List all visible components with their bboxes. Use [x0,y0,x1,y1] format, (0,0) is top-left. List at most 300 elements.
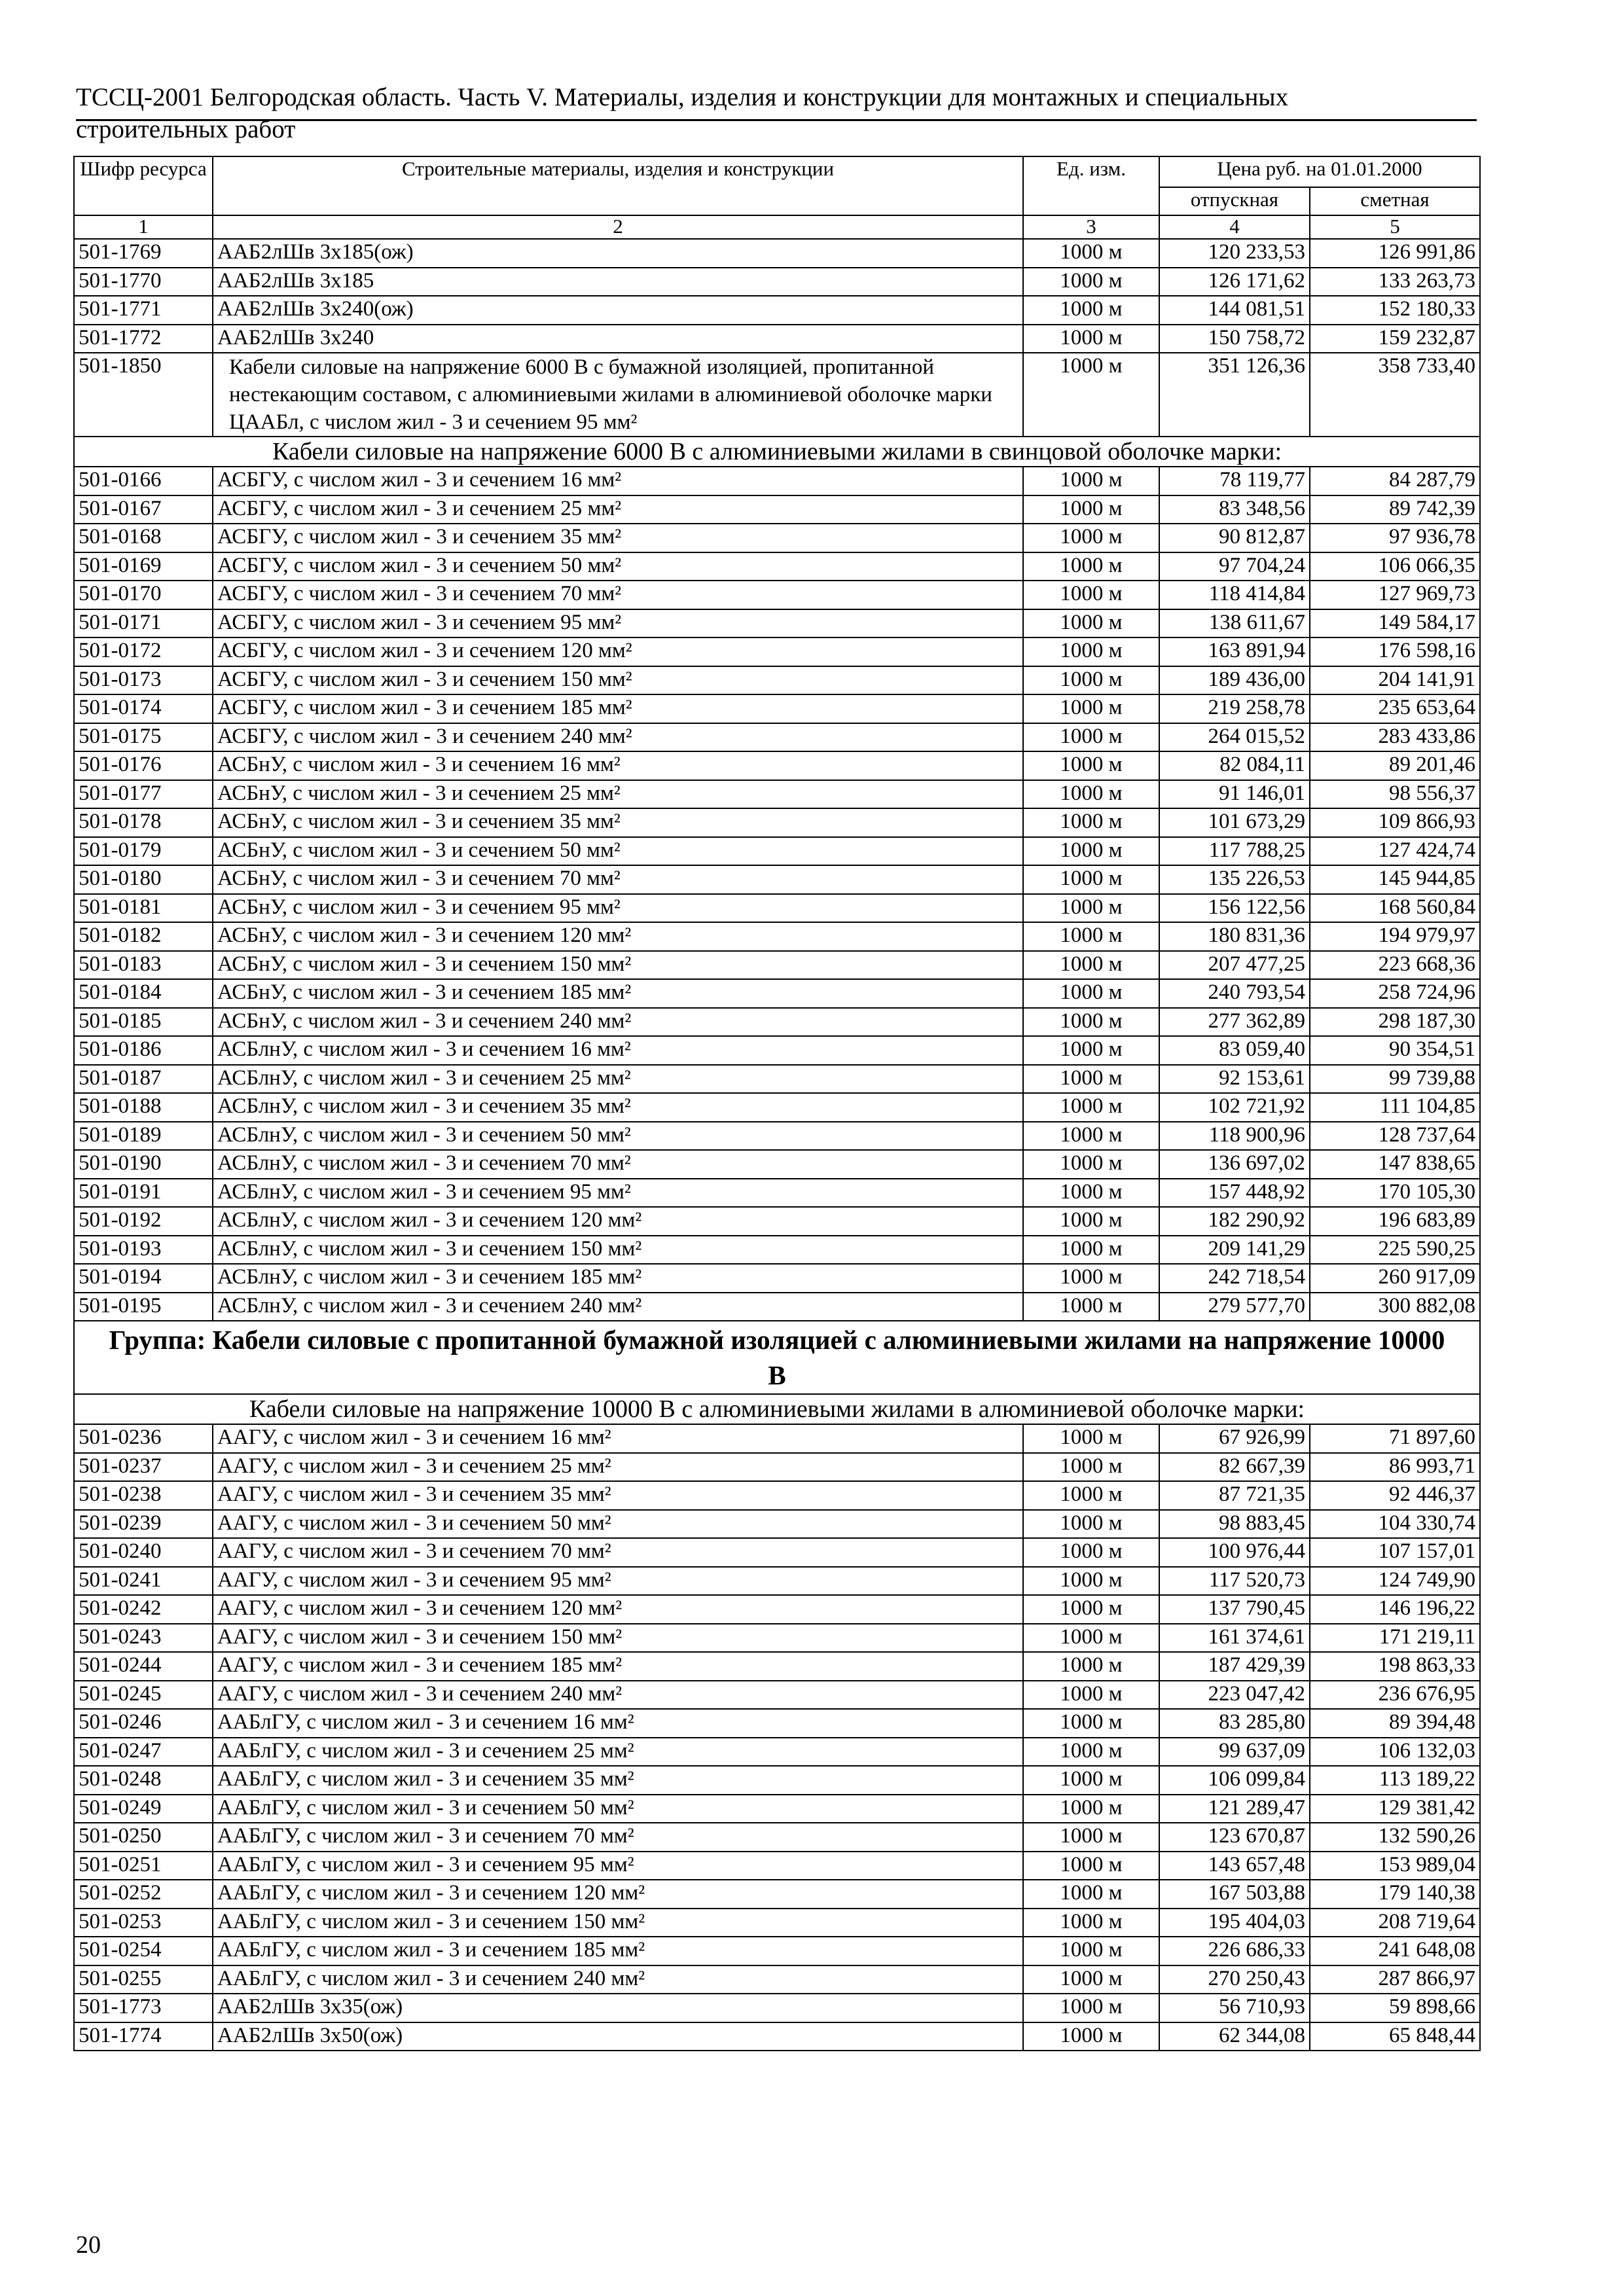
table-row [74,353,1480,437]
resource-code: 501-1771 [74,296,213,325]
table-row [74,1709,1480,1738]
release-price: 143 657,48 [1159,1852,1310,1880]
unit: 1000 м [1023,865,1159,894]
resource-code: 501-0241 [74,1567,213,1596]
estimate-price: 145 944,85 [1310,865,1480,894]
unit: 1000 м [1023,1823,1159,1852]
resource-name: ААГУ, с числом жил - 3 и сечением 240 мм² [213,1681,1023,1710]
estimate-price: 89 742,39 [1310,495,1480,524]
table-row [74,1595,1480,1624]
resource-name: ААБлГУ, с числом жил - 3 и сечением 25 мм² [213,1738,1023,1767]
unit: 1000 м [1023,951,1159,980]
unit: 1000 м [1023,694,1159,723]
release-price: 118 900,96 [1159,1122,1310,1151]
unit: 1000 м [1023,780,1159,809]
unit: 1000 м [1023,1424,1159,1453]
estimate-price: 65 848,44 [1310,2022,1480,2051]
unit: 1000 м [1023,1093,1159,1122]
estimate-price: 300 882,08 [1310,1293,1480,1321]
resource-code: 501-0181 [74,894,213,923]
estimate-price: 106 132,03 [1310,1738,1480,1767]
table-row [74,1538,1480,1567]
header-line-1: ТССЦ-2001 Белгородская область. Часть V. Материалы, изделия и конструкции для монтажных и специальных [76,83,1289,111]
release-price: 187 429,39 [1159,1652,1310,1681]
table-row [74,1994,1480,2022]
column-numbers-row [74,215,1480,239]
table-row [74,1965,1480,1994]
resource-name: АСБнУ, с числом жил - 3 и сечением 120 мм² [213,922,1023,951]
resource-name: ААГУ, с числом жил - 3 и сечением 16 мм² [213,1424,1023,1453]
estimate-price: 59 898,66 [1310,1994,1480,2022]
resource-code: 501-0183 [74,951,213,980]
release-price: 242 718,54 [1159,1264,1310,1293]
resource-code: 501-0255 [74,1965,213,1994]
resource-name: ААБлГУ, с числом жил - 3 и сечением 50 мм² [213,1795,1023,1823]
resource-name: АСБГУ, с числом жил - 3 и сечением 25 мм² [213,495,1023,524]
unit: 1000 м [1023,1994,1159,2022]
table-row [74,524,1480,552]
table-row [74,1567,1480,1596]
estimate-price: 198 863,33 [1310,1652,1480,1681]
table-row [74,1264,1480,1293]
column-number: 5 [1310,215,1480,239]
resource-code: 501-0195 [74,1293,213,1321]
table-row [74,1823,1480,1852]
table-row [74,1795,1480,1823]
release-price: 83 285,80 [1159,1709,1310,1738]
header-release: отпускная [1159,187,1310,215]
table-row [74,268,1480,296]
resource-code: 501-1773 [74,1994,213,2022]
release-price: 106 099,84 [1159,1766,1310,1795]
estimate-price: 111 104,85 [1310,1093,1480,1122]
resource-code: 501-0185 [74,1008,213,1037]
table-row [74,922,1480,951]
estimate-price: 153 989,04 [1310,1852,1480,1880]
resource-code: 501-0170 [74,581,213,609]
table-row [74,780,1480,809]
resource-code: 501-0248 [74,1766,213,1795]
release-price: 97 704,24 [1159,552,1310,581]
table-row [74,1624,1480,1653]
unit: 1000 м [1023,1766,1159,1795]
resource-name: ААГУ, с числом жил - 3 и сечением 70 мм² [213,1538,1023,1567]
table-row [74,1122,1480,1151]
estimate-price: 99 739,88 [1310,1065,1480,1094]
table-row [74,808,1480,837]
resource-code: 501-0180 [74,865,213,894]
table-row [74,694,1480,723]
subhead-6000v: Кабели силовые на напряжение 6000 В с алюминиевыми жилами в свинцовой оболочке марки: [74,437,1480,467]
resource-name: АСБГУ, с числом жил - 3 и сечением 95 мм² [213,609,1023,638]
resource-name: ААГУ, с числом жил - 3 и сечением 95 мм² [213,1567,1023,1596]
unit: 1000 м [1023,467,1159,495]
release-price: 136 697,02 [1159,1150,1310,1179]
release-price: 209 141,29 [1159,1236,1310,1265]
resource-code: 501-0169 [74,552,213,581]
release-price: 83 059,40 [1159,1036,1310,1065]
resource-code: 501-0176 [74,751,213,780]
estimate-price: 298 187,30 [1310,1008,1480,1037]
estimate-price: 106 066,35 [1310,552,1480,581]
resource-code: 501-0186 [74,1036,213,1065]
resource-code: 501-0179 [74,837,213,866]
table-row [74,1852,1480,1880]
subhead-row [74,437,1480,467]
table-header-row [74,156,1480,187]
resource-code: 501-0184 [74,979,213,1008]
column-number: 1 [74,215,213,239]
header-code: Шифр ресурса [74,156,213,215]
estimate-price: 126 991,86 [1310,239,1480,268]
resource-name: Кабели силовые на напряжение 6000 В с бумажной изоляцией, пропитанной нестекающим составом, с алюминиевыми жилами в алюминиевой оболочке марки ЦААБл, с числом жил - 3 и сечением 95 мм² [213,353,1023,437]
unit: 1000 м [1023,1567,1159,1596]
unit: 1000 м [1023,1937,1159,1965]
release-price: 101 673,29 [1159,808,1310,837]
resource-name: ААГУ, с числом жил - 3 и сечением 25 мм² [213,1453,1023,1482]
table-row [74,951,1480,980]
block-1 [74,239,1480,353]
release-price: 161 374,61 [1159,1624,1310,1653]
resource-name: АСБнУ, с числом жил - 3 и сечением 95 мм² [213,894,1023,923]
estimate-price: 89 201,46 [1310,751,1480,780]
page-number: 20 [76,2231,101,2259]
unit: 1000 м [1023,979,1159,1008]
resource-name: ААБлГУ, с числом жил - 3 и сечением 95 мм² [213,1852,1023,1880]
table-row [74,666,1480,695]
resource-name: АСБнУ, с числом жил - 3 и сечением 240 мм² [213,1008,1023,1037]
resource-name: ААБлГУ, с числом жил - 3 и сечением 185 мм² [213,1937,1023,1965]
resource-name: ААБлГУ, с числом жил - 3 и сечением 70 мм² [213,1823,1023,1852]
price-table [73,156,1481,2051]
resource-code: 501-0252 [74,1880,213,1909]
estimate-price: 204 141,91 [1310,666,1480,695]
unit: 1000 м [1023,1709,1159,1738]
estimate-price: 133 263,73 [1310,268,1480,296]
estimate-price: 235 653,64 [1310,694,1480,723]
release-price: 121 289,47 [1159,1795,1310,1823]
table-row [74,723,1480,752]
unit: 1000 м [1023,1909,1159,1937]
table-row [74,979,1480,1008]
estimate-price: 171 219,11 [1310,1624,1480,1653]
release-price: 99 637,09 [1159,1738,1310,1767]
resource-code: 501-0244 [74,1652,213,1681]
unit: 1000 м [1023,1150,1159,1179]
resource-code: 501-0171 [74,609,213,638]
estimate-price: 84 287,79 [1310,467,1480,495]
block-1-description [74,353,1480,467]
unit: 1000 м [1023,325,1159,353]
unit: 1000 м [1023,581,1159,609]
resource-code: 501-0250 [74,1823,213,1852]
resource-code: 501-0168 [74,524,213,552]
table-row [74,1293,1480,1321]
resource-code: 501-1772 [74,325,213,353]
table-row [74,865,1480,894]
release-price: 144 081,51 [1159,296,1310,325]
unit: 1000 м [1023,1510,1159,1539]
unit: 1000 м [1023,524,1159,552]
estimate-price: 208 719,64 [1310,1909,1480,1937]
resource-code: 501-0238 [74,1481,213,1510]
resource-code: 501-0251 [74,1852,213,1880]
resource-name: ААБ2лШв 3х240(ож) [213,296,1023,325]
table-row [74,296,1480,325]
table-row [74,239,1480,268]
table-row [74,552,1480,581]
unit: 1000 м [1023,666,1159,695]
resource-name: АСБлнУ, с числом жил - 3 и сечением 35 мм² [213,1093,1023,1122]
resource-name: ААБ2лШв 3х50(ож) [213,2022,1023,2051]
table-row [74,1179,1480,1208]
header-unit: Ед. изм. [1023,156,1159,215]
release-price: 226 686,33 [1159,1937,1310,1965]
table-row [74,1766,1480,1795]
resource-name: АСБнУ, с числом жил - 3 и сечением 25 мм² [213,780,1023,809]
resource-name: ААГУ, с числом жил - 3 и сечением 150 мм² [213,1624,1023,1653]
resource-name: АСБнУ, с числом жил - 3 и сечением 185 мм² [213,979,1023,1008]
resource-code: 501-0237 [74,1453,213,1482]
unit: 1000 м [1023,723,1159,752]
release-price: 62 344,08 [1159,2022,1310,2051]
group-section [74,1321,1480,1424]
resource-code: 501-0167 [74,495,213,524]
estimate-price: 124 749,90 [1310,1567,1480,1596]
estimate-price: 194 979,97 [1310,922,1480,951]
resource-code: 501-0194 [74,1264,213,1293]
table-row [74,2022,1480,2051]
estimate-price: 90 354,51 [1310,1036,1480,1065]
table-row [74,1937,1480,1965]
resource-name: АСБлнУ, с числом жил - 3 и сечением 240 мм² [213,1293,1023,1321]
release-price: 118 414,84 [1159,581,1310,609]
release-price: 78 119,77 [1159,467,1310,495]
unit: 1000 м [1023,2022,1159,2051]
resource-code: 501-1769 [74,239,213,268]
unit: 1000 м [1023,1036,1159,1065]
release-price: 219 258,78 [1159,694,1310,723]
release-price: 117 788,25 [1159,837,1310,866]
resource-name: АСБнУ, с числом жил - 3 и сечением 16 мм² [213,751,1023,780]
release-price: 279 577,70 [1159,1293,1310,1321]
resource-name: АСБГУ, с числом жил - 3 и сечением 35 мм² [213,524,1023,552]
table-row [74,1236,1480,1265]
estimate-price: 168 560,84 [1310,894,1480,923]
table-row [74,1093,1480,1122]
resource-code: 501-0243 [74,1624,213,1653]
unit: 1000 м [1023,808,1159,837]
release-price: 67 926,99 [1159,1424,1310,1453]
release-price: 195 404,03 [1159,1909,1310,1937]
unit: 1000 м [1023,1624,1159,1653]
unit: 1000 м [1023,1652,1159,1681]
resource-name: АСБнУ, с числом жил - 3 и сечением 35 мм² [213,808,1023,837]
estimate-price: 104 330,74 [1310,1510,1480,1539]
unit: 1000 м [1023,1264,1159,1293]
estimate-price: 236 676,95 [1310,1681,1480,1710]
column-number: 3 [1023,215,1159,239]
unit: 1000 м [1023,1880,1159,1909]
release-price: 83 348,56 [1159,495,1310,524]
resource-code: 501-0239 [74,1510,213,1539]
estimate-price: 132 590,26 [1310,1823,1480,1852]
release-price: 182 290,92 [1159,1207,1310,1236]
page-header [76,81,1477,145]
release-price: 82 084,11 [1159,751,1310,780]
resource-code: 501-0174 [74,694,213,723]
resource-name: ААГУ, с числом жил - 3 и сечением 120 мм² [213,1595,1023,1624]
resource-code: 501-0236 [74,1424,213,1453]
resource-code: 501-0253 [74,1909,213,1937]
resource-code: 501-0242 [74,1595,213,1624]
resource-code: 501-0246 [74,1709,213,1738]
resource-code: 501-0188 [74,1093,213,1122]
release-price: 223 047,42 [1159,1681,1310,1710]
unit: 1000 м [1023,1681,1159,1710]
release-price: 163 891,94 [1159,637,1310,666]
resource-name: ААБ2лШв 3х35(ож) [213,1994,1023,2022]
release-price: 167 503,88 [1159,1880,1310,1909]
unit: 1000 м [1023,1595,1159,1624]
unit: 1000 м [1023,296,1159,325]
estimate-price: 107 157,01 [1310,1538,1480,1567]
estimate-price: 97 936,78 [1310,524,1480,552]
unit: 1000 м [1023,1738,1159,1767]
header-price: Цена руб. на 01.01.2000 [1159,156,1480,187]
estimate-price: 86 993,71 [1310,1453,1480,1482]
estimate-price: 127 424,74 [1310,837,1480,866]
unit: 1000 м [1023,637,1159,666]
release-price: 351 126,36 [1159,353,1310,437]
resource-code: 501-0249 [74,1795,213,1823]
resource-code: 501-0191 [74,1179,213,1208]
release-price: 138 611,67 [1159,609,1310,638]
header-estimate: сметная [1310,187,1480,215]
resource-code: 501-0193 [74,1236,213,1265]
estimate-price: 147 838,65 [1310,1150,1480,1179]
resource-name: АСБлнУ, с числом жил - 3 и сечением 50 мм² [213,1122,1023,1151]
resource-name: ААГУ, с числом жил - 3 и сечением 50 мм² [213,1510,1023,1539]
release-price: 92 153,61 [1159,1065,1310,1094]
release-price: 102 721,92 [1159,1093,1310,1122]
unit: 1000 м [1023,1293,1159,1321]
table-row [74,1738,1480,1767]
resource-code: 501-0178 [74,808,213,837]
unit: 1000 м [1023,1122,1159,1151]
unit: 1000 м [1023,1207,1159,1236]
unit: 1000 м [1023,894,1159,923]
unit: 1000 м [1023,837,1159,866]
estimate-price: 89 394,48 [1310,1709,1480,1738]
resource-code: 501-0187 [74,1065,213,1094]
unit: 1000 м [1023,751,1159,780]
estimate-price: 176 598,16 [1310,637,1480,666]
resource-name: ААБлГУ, с числом жил - 3 и сечением 150 мм² [213,1909,1023,1937]
table-row [74,637,1480,666]
block-3 [74,1424,1480,2051]
estimate-price: 127 969,73 [1310,581,1480,609]
estimate-price: 258 724,96 [1310,979,1480,1008]
estimate-price: 152 180,33 [1310,296,1480,325]
table-row [74,467,1480,495]
release-price: 126 171,62 [1159,268,1310,296]
column-number: 4 [1159,215,1310,239]
release-price: 277 362,89 [1159,1008,1310,1037]
unit: 1000 м [1023,353,1159,437]
table-row [74,1652,1480,1681]
resource-code: 501-0192 [74,1207,213,1236]
resource-code: 501-0247 [74,1738,213,1767]
unit: 1000 м [1023,609,1159,638]
release-price: 207 477,25 [1159,951,1310,980]
resource-code: 501-0254 [74,1937,213,1965]
resource-code: 501-0172 [74,637,213,666]
release-price: 150 758,72 [1159,325,1310,353]
table-row [74,1681,1480,1710]
table-row [74,1453,1480,1482]
estimate-price: 225 590,25 [1310,1236,1480,1265]
estimate-price: 113 189,22 [1310,1766,1480,1795]
resource-name: АСБлнУ, с числом жил - 3 и сечением 95 мм² [213,1179,1023,1208]
resource-code: 501-1774 [74,2022,213,2051]
resource-name: АСБГУ, с числом жил - 3 и сечением 240 мм² [213,723,1023,752]
release-price: 98 883,45 [1159,1510,1310,1539]
resource-code: 501-0245 [74,1681,213,1710]
table-row [74,1510,1480,1539]
release-price: 87 721,35 [1159,1481,1310,1510]
estimate-price: 287 866,97 [1310,1965,1480,1994]
resource-code: 501-0175 [74,723,213,752]
header-name: Строительные материалы, изделия и конструкции [213,156,1023,215]
release-price: 82 667,39 [1159,1453,1310,1482]
estimate-price: 170 105,30 [1310,1179,1480,1208]
unit: 1000 м [1023,1538,1159,1567]
table-row [74,1036,1480,1065]
estimate-price: 129 381,42 [1310,1795,1480,1823]
estimate-price: 149 584,17 [1310,609,1480,638]
unit: 1000 м [1023,922,1159,951]
resource-code: 501-0189 [74,1122,213,1151]
table-row [74,1424,1480,1453]
resource-name: АСБГУ, с числом жил - 3 и сечением 70 мм² [213,581,1023,609]
unit: 1000 м [1023,239,1159,268]
release-price: 156 122,56 [1159,894,1310,923]
release-price: 180 831,36 [1159,922,1310,951]
release-price: 189 436,00 [1159,666,1310,695]
resource-code: 501-0173 [74,666,213,695]
resource-code: 501-1770 [74,268,213,296]
resource-code: 501-0190 [74,1150,213,1179]
resource-name: ААБлГУ, с числом жил - 3 и сечением 35 мм² [213,1766,1023,1795]
estimate-price: 128 737,64 [1310,1122,1480,1151]
release-price: 56 710,93 [1159,1994,1310,2022]
unit: 1000 м [1023,1965,1159,1994]
unit: 1000 м [1023,1453,1159,1482]
table-row [74,325,1480,353]
resource-code: 501-0177 [74,780,213,809]
resource-name: ААГУ, с числом жил - 3 и сечением 35 мм² [213,1481,1023,1510]
table-row [74,495,1480,524]
unit: 1000 м [1023,1236,1159,1265]
table-row [74,894,1480,923]
unit: 1000 м [1023,495,1159,524]
unit: 1000 м [1023,1179,1159,1208]
table-row [74,837,1480,866]
estimate-price: 223 668,36 [1310,951,1480,980]
release-price: 90 812,87 [1159,524,1310,552]
table-row [74,1880,1480,1909]
